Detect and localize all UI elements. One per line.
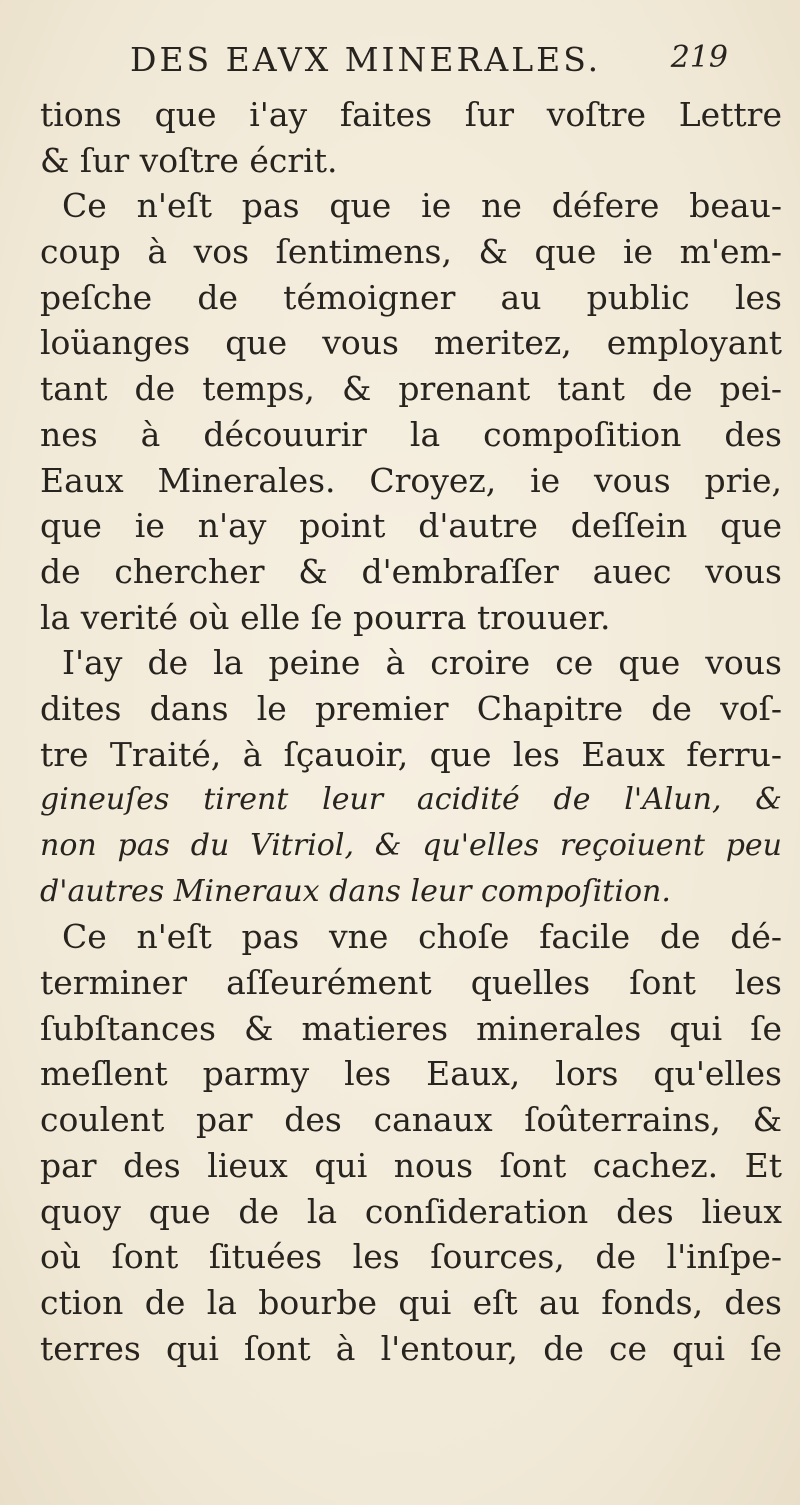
text-line: tre Traité, à ſçauoir, que les Eaux ferru- (40, 734, 782, 774)
text-line: où ſont ſituées les ſources, de l'inſpe- (40, 1237, 782, 1277)
text-line: de chercher & d'embraſſer auec vous (40, 551, 782, 591)
text-line: quoy que de la conſideration des lieux (40, 1191, 782, 1231)
text-line: nes à découurir la compoſition des (40, 414, 782, 454)
page-number: 219 (670, 40, 728, 75)
text-line-italic: gineuſes tirent leur acidité de l'Alun, & (40, 782, 782, 818)
text-line: tions que i'ay faites ſur voſtre Lettre (40, 95, 782, 134)
text-line: coup à vos ſentimens, & que ie m'em- (40, 232, 782, 272)
text-line: terminer aſſeurément quelles ſont les (40, 963, 782, 1003)
text-line: Eaux Minerales. Croyez, ie vous prie, (40, 460, 782, 500)
text-body (40, 92, 782, 1371)
text-line-italic: non pas du Vitriol, & qu'elles reçoiuent peu (40, 828, 782, 863)
text-line: Ce n'eſt pas vne choſe facile de dé- (62, 917, 782, 957)
text-line: I'ay de la peine à croire ce que vous (62, 643, 782, 683)
text-line: meſlent parmy les Eaux, lors qu'elles (40, 1054, 782, 1094)
text-line: loüanges que vous meritez, employant (40, 323, 782, 363)
text-line: terres qui ſont à l'entour, de ce qui ſe (40, 1328, 782, 1368)
text-line: ction de la bourbe qui eſt au fonds, des (40, 1282, 782, 1322)
running-head (130, 40, 780, 90)
text-line: dites dans le premier Chapitre de voſ- (40, 688, 782, 728)
text-line: Ce n'eſt pas que ie ne défere beau- (62, 186, 782, 226)
text-line: par des lieux qui nous ſont cachez. Et (40, 1145, 782, 1185)
text-line: coulent par des canaux ſoûterrains, & (40, 1100, 782, 1140)
text-line-italic: d'autres Mineraux dans leur compoſition. (40, 873, 671, 909)
text-line: la verité où elle ſe pourra trouuer. (40, 597, 611, 637)
running-title: DES EAVX MINERALES. (130, 40, 602, 79)
text-line: & ſur voſtre écrit. (40, 140, 338, 180)
text-line: que ie n'ay point d'autre deſſein que (40, 506, 782, 546)
text-line: ſubſtances & matieres minerales qui ſe (40, 1008, 782, 1048)
text-line: peſche de témoigner au public les (40, 277, 782, 317)
text-line: tant de temps, & prenant tant de pei- (40, 369, 782, 409)
